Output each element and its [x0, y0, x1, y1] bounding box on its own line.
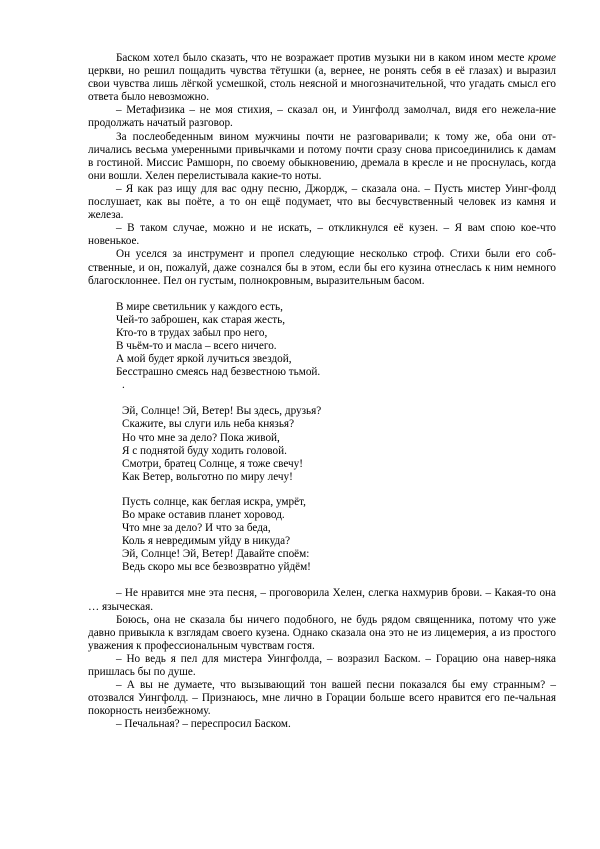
paragraph-text-end: церкви, но решил пощадить чувства тётушки (а, вернее, не ронять себя в её глазах) и выразил свои чувства лишь лёгкой усмешкой, столь неясной и многозначительной, что угадать смысл его ответа было невозможно. — [88, 65, 556, 104]
paragraph: – А вы не думаете, что вызывающий тон вашей песни показался бы ему странным? – отозвался Уингфолд. – Признаюсь, мне лично в Горации больше всего нравится его пе-чальная покорность неизбежному. — [88, 679, 556, 718]
paragraph-text-start: Баском хотел было сказать, что не возражает против музыки ни в каком ином месте — [116, 52, 528, 64]
verse-line: В мире светильник у каждого есть, — [116, 300, 283, 313]
verse-line: Во мраке оставив планет хоровод. — [122, 509, 285, 521]
paragraph: Боюсь, она не сказала бы ничего подобного, не будь рядом священника, потому что уже давно привыкла к взглядам своего кузена. Однако сказала она это не из лицемерия, а из простого уважения к профессиональным чувствам гостя. — [88, 613, 556, 652]
paragraph: За послеобеденным вином мужчины почти не разговаривали; к тому же, оба они от-личались весьма умеренными привычками и потому почти сразу снова присоединились к дамам в гостиной. Миссис Рамшорн, по своему обыкновению, дремала в кресле и не проснулась, когда они вошли. Хелен перелистывала какие-то ноты. — [88, 130, 556, 182]
verse-stanza-1 — [116, 301, 556, 380]
verse-stanza-3 — [122, 496, 556, 575]
verse-line: Смотри, братец Солнце, я тоже свечу! — [122, 457, 303, 470]
paragraph: – Но ведь я пел для мистера Уингфолда, – возразил Баском. – Горацию она навер-няка пришлась бы по душе. — [88, 652, 556, 679]
after-verse-section — [88, 587, 556, 731]
emphasis-word: кроме — [527, 52, 556, 64]
verse-line: Но что мне за дело? Пока живой, — [122, 431, 280, 444]
verse-line: Кто-то в трудах забыл про него, — [116, 326, 268, 339]
verse-line: Эй, Солнце! Эй, Ветер! Вы здесь, друзья? — [122, 405, 322, 418]
verse-line: Коль я невредимым уйду в никуда? — [122, 535, 291, 548]
verse-line: Как Ветер, вольготно по миру лечу! — [122, 470, 293, 483]
stanza-gap — [88, 392, 556, 405]
verse-line: Чей-то заброшен, как старая жесть, — [116, 313, 286, 326]
verse-line: А мой будет яркой лучиться звездой, — [116, 353, 292, 366]
verse-line: Бесстрашно смеясь над безвестною тьмой. — [116, 366, 321, 379]
verse-stanza-2 — [122, 405, 556, 484]
paragraph: – Метафизика – не моя стихия, – сказал он, и Уингфолд замолчал, видя его нежела-ние продолжать начатый разговор. — [88, 104, 556, 130]
paragraph: – В таком случае, можно и не искать, – откликнулся её кузен. – Я вам спою кое-что новенькое. — [88, 222, 556, 248]
paragraph — [88, 52, 556, 104]
paragraph: – Я как раз ищу для вас одну песню, Джордж, – сказала она. – Пусть мистер Уинг-фолд послушает, как вы поёте, а то он ещё подумает, что вы бесчувственный человек из камня и железа. — [88, 182, 556, 222]
paragraph: – Печальная? – переспросил Баском. — [116, 718, 291, 731]
paragraph: Он уселся за инструмент и пропел следующие несколько строф. Стихи были его соб-ственные, и он, пожалуй, даже сознался бы в этом, если бы его кузина отнеслась к ним немного благосклоннее. Пел он густым, полнокровным, выразительным басом. — [88, 248, 556, 287]
paragraph: – Не нравится мне эта песня, – проговорила Хелен, слегка нахмурив брови. – Какая-то она … языческая. — [88, 587, 556, 613]
verse-line: Скажите, вы слуги иль неба князья? — [122, 418, 295, 431]
verse-line: Ведь скоро мы все безвозвратно уйдём! — [122, 561, 311, 574]
verse-line: Что мне за дело? И что за беда, — [122, 522, 271, 535]
verse-line: Пусть солнце, как беглая искра, умрёт, — [122, 495, 306, 508]
stray-dot: . — [122, 379, 125, 392]
verse-line: В чьём-то и масла – всего ничего. — [116, 339, 277, 352]
verse-line: Я с поднятой буду ходить головой. — [122, 444, 287, 457]
verse-line: Эй, Солнце! Эй, Ветер! Давайте споём: — [122, 548, 310, 561]
